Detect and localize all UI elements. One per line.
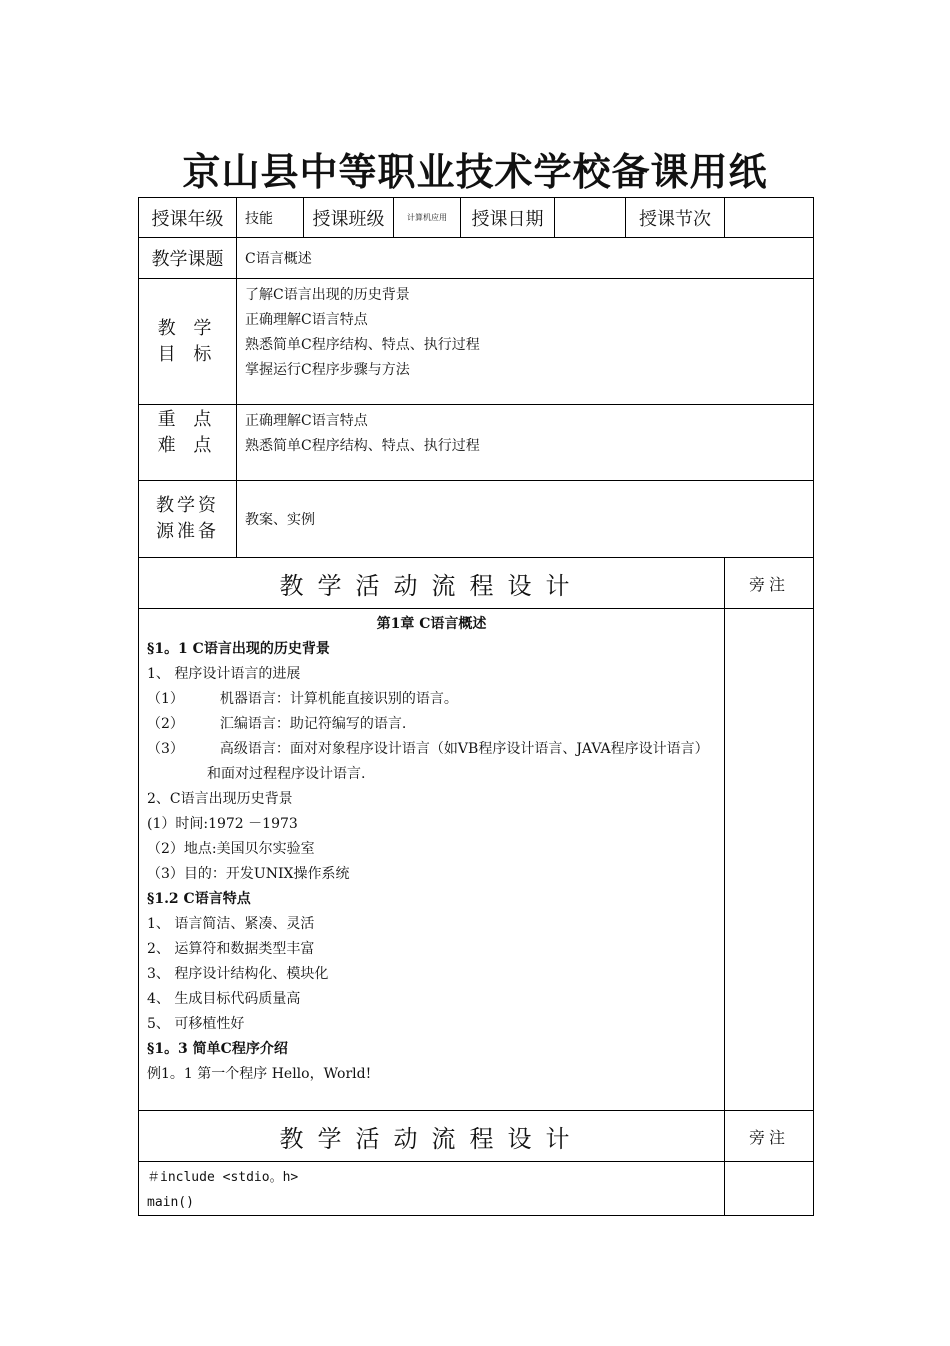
content-line: 3、 程序设计结构化、模块化 bbox=[147, 966, 329, 982]
code-line: main() bbox=[147, 1195, 194, 1210]
topic-row bbox=[139, 238, 814, 279]
class-value[interactable]: 计算机应用 bbox=[394, 198, 461, 238]
item-number: （2） bbox=[147, 716, 184, 732]
header-row bbox=[139, 198, 814, 238]
date-label: 授课日期 bbox=[461, 198, 555, 238]
side-note-label: 旁注 bbox=[725, 1111, 814, 1162]
objective-item: 掌握运行C程序步骤与方法 bbox=[245, 362, 410, 378]
content-line bbox=[147, 737, 716, 762]
resources-label bbox=[139, 481, 237, 558]
objective-item: 了解C语言出现的历史背景 bbox=[245, 287, 410, 303]
objectives-row bbox=[139, 279, 814, 405]
lesson-plan-table bbox=[138, 197, 814, 1216]
objective-item: 正确理解C语言特点 bbox=[245, 312, 368, 328]
objective-item: 熟悉简单C程序结构、特点、执行过程 bbox=[245, 337, 480, 353]
code-line: ＃include <stdio。h> bbox=[147, 1170, 299, 1185]
content-line bbox=[147, 712, 716, 737]
keypoints-list[interactable] bbox=[237, 405, 814, 481]
content-line: 2、 运算符和数据类型丰富 bbox=[147, 941, 315, 957]
flow-title: 教学活动流程设计 bbox=[139, 1111, 725, 1162]
item-number: （1） bbox=[147, 691, 184, 707]
content-line: （3）目的：开发UNIX操作系统 bbox=[147, 866, 350, 882]
keypoint-item: 正确理解C语言特点 bbox=[245, 413, 368, 429]
resources-label-line2: 源准备 bbox=[156, 521, 219, 542]
keypoints-row bbox=[139, 405, 814, 481]
grade-value[interactable]: 技能 bbox=[237, 198, 304, 238]
section-heading: §1.2 C语言特点 bbox=[147, 891, 251, 907]
code-content[interactable] bbox=[139, 1162, 725, 1216]
page-title: 京山县中等职业技术学校备课用纸 bbox=[182, 149, 768, 194]
topic-label: 教学课题 bbox=[139, 238, 237, 279]
side-note-label: 旁注 bbox=[725, 558, 814, 609]
content-line: 1、 程序设计语言的进展 bbox=[147, 666, 301, 682]
content-row bbox=[139, 609, 814, 1111]
chapter-title: 第1章 C语言概述 bbox=[376, 616, 487, 632]
objectives-label bbox=[139, 279, 237, 405]
keypoints-label-line2: 难 点 bbox=[157, 435, 218, 456]
flow-header-row bbox=[139, 558, 814, 609]
item-text: 机器语言：计算机能直接识别的语言。 bbox=[219, 691, 458, 707]
flow-header-row bbox=[139, 1111, 814, 1162]
section-heading: §1。1 C语言出现的历史背景 bbox=[147, 641, 330, 657]
side-note-cell[interactable] bbox=[725, 609, 814, 1111]
lesson-content[interactable] bbox=[139, 609, 725, 1111]
date-value[interactable] bbox=[555, 198, 626, 238]
keypoint-item: 熟悉简单C程序结构、特点、执行过程 bbox=[245, 438, 480, 454]
objectives-label-line2: 目 标 bbox=[157, 343, 218, 365]
resources-row bbox=[139, 481, 814, 558]
content-line: （2）地点:美国贝尔实验室 bbox=[147, 841, 315, 857]
period-value[interactable] bbox=[725, 198, 814, 238]
item-text: 高级语言：面对对象程序设计语言（如VB程序设计语言、JAVA程序设计语言） bbox=[219, 741, 709, 757]
content-line bbox=[147, 687, 716, 712]
section-heading: §1。3 简单C程序介绍 bbox=[147, 1041, 288, 1057]
objectives-list[interactable] bbox=[237, 279, 814, 405]
code-row bbox=[139, 1162, 814, 1216]
resources-label-line1: 教学资 bbox=[156, 495, 219, 516]
class-label: 授课班级 bbox=[304, 198, 394, 238]
content-line: 4、 生成目标代码质量高 bbox=[147, 991, 301, 1007]
content-line: 1、 语言简洁、紧凑、灵活 bbox=[147, 916, 315, 932]
keypoints-label-line1: 重 点 bbox=[157, 409, 218, 430]
item-number: （3） bbox=[147, 741, 184, 757]
item-text: 汇编语言：助记符编写的语言. bbox=[219, 716, 407, 732]
content-line: 2、C语言出现历史背景 bbox=[147, 791, 293, 807]
period-label: 授课节次 bbox=[626, 198, 725, 238]
objectives-label-line1: 教 学 bbox=[157, 317, 218, 339]
content-line: 例1。1 第一个程序 Hello，World! bbox=[147, 1066, 372, 1082]
content-line: 5、 可移植性好 bbox=[147, 1016, 245, 1032]
flow-title: 教学活动流程设计 bbox=[139, 558, 725, 609]
content-line: (1）时间:1972 －1973 bbox=[147, 816, 298, 832]
keypoints-label bbox=[139, 405, 237, 481]
content-line: 和面对过程程序设计语言. bbox=[207, 766, 366, 782]
resources-value[interactable]: 教案、实例 bbox=[237, 481, 814, 558]
topic-value[interactable]: C语言概述 bbox=[237, 238, 814, 279]
side-note-cell[interactable] bbox=[725, 1162, 814, 1216]
grade-label: 授课年级 bbox=[139, 198, 237, 238]
